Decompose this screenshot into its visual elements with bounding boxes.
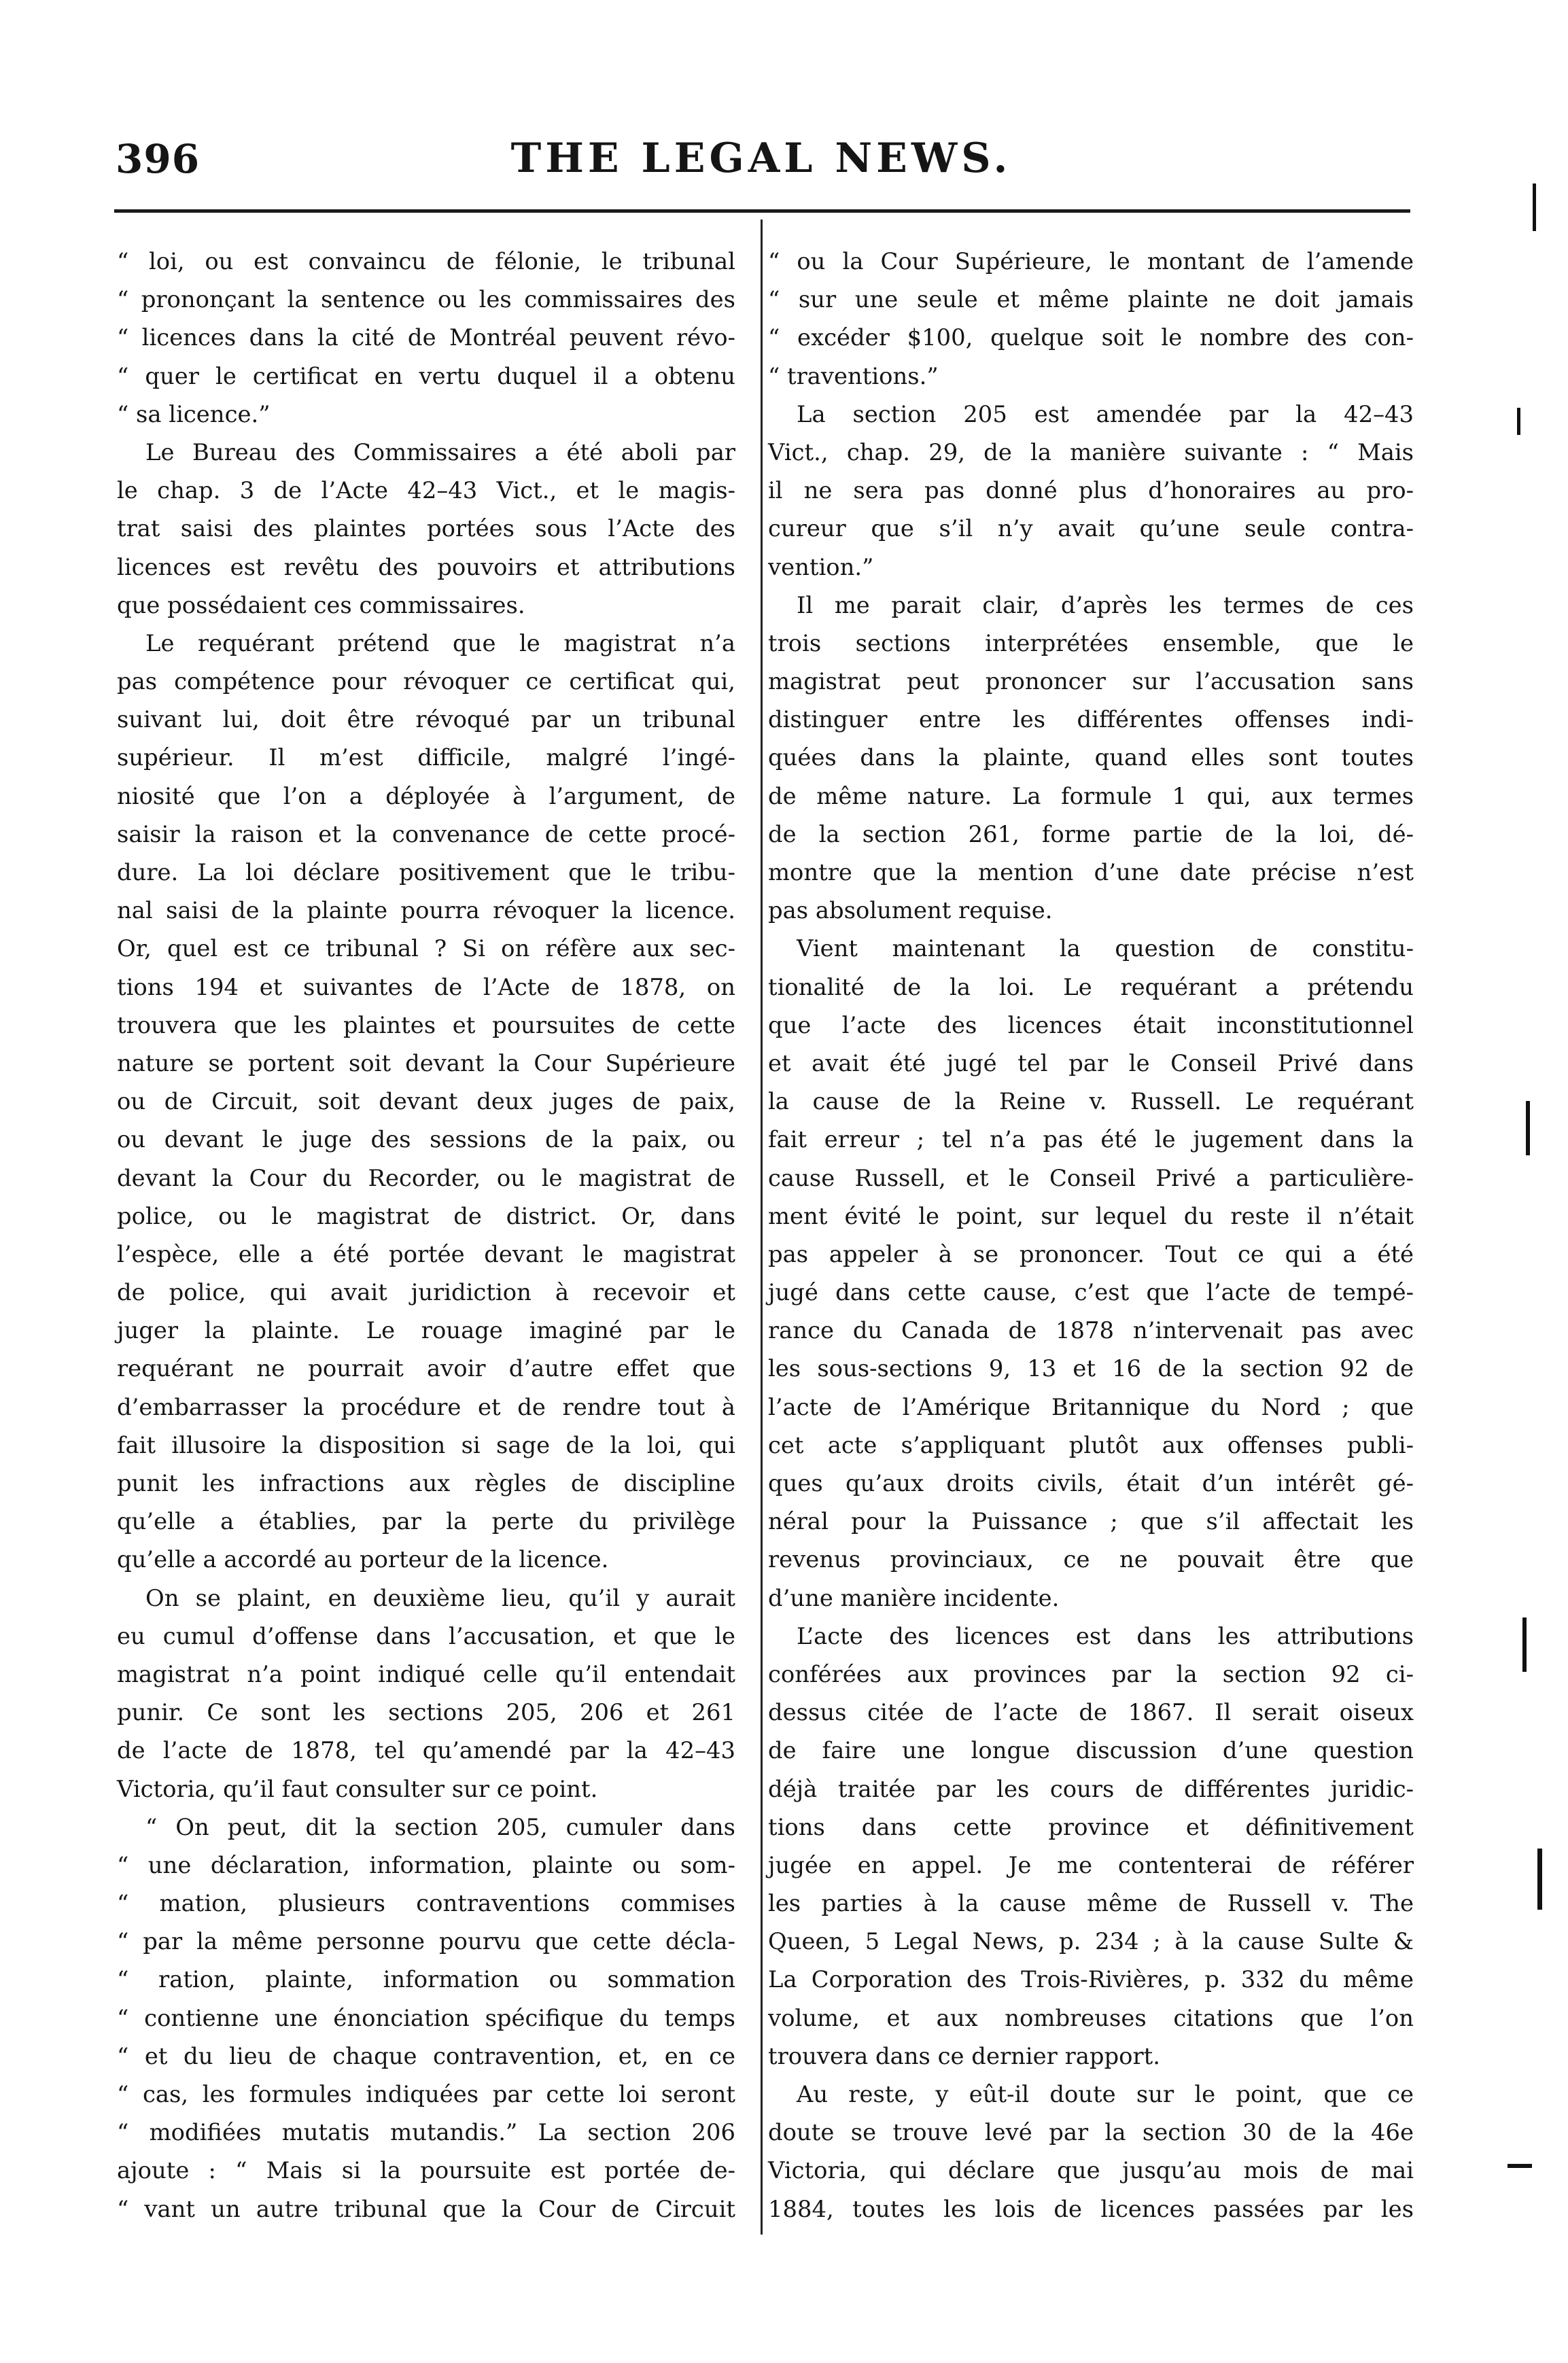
text-line: On se plaint, en deuxième lieu, qu’il y aurait (145, 1584, 735, 1611)
text-line: cet acte s’appliquant plutôt aux offenses publi- (768, 1431, 1414, 1458)
text-line: jugé dans cette cause, c’est que l’acte de tempé- (768, 1279, 1414, 1306)
text-line: qu’elle a établies, par la perte du privilège (117, 1508, 735, 1535)
text-line: tions dans cette province et définitivement (768, 1813, 1414, 1840)
page-header (116, 128, 1407, 203)
text-line: trouvera que les plaintes et poursuites de cette (117, 1011, 735, 1038)
text-line: Le Bureau des Commissaires a été aboli par (145, 438, 735, 466)
text-line: niosité que l’on a déployée à l’argument, de (117, 782, 735, 809)
text-line: saisir la raison et la convenance de cette procé- (117, 820, 735, 847)
text-line: dessus citée de l’acte de 1867. Il serait oiseux (768, 1699, 1414, 1726)
text-line: “ loi, ou est convaincu de félonie, le tribunal (117, 248, 735, 275)
text-line: trois sections interprétées ensemble, que le (768, 629, 1414, 657)
text-line: Le requérant prétend que le magistrat n’a (145, 629, 735, 657)
text-line: “ licences dans la cité de Montréal peuvent révo- (117, 324, 735, 351)
text-line: “ modifiées mutatis mutandis.” La section 206 (117, 2119, 735, 2146)
text-line: distinguer entre les différentes offenses indi- (768, 706, 1414, 733)
text-line: de même nature. La formule 1 qui, aux termes (768, 782, 1414, 809)
text-line: cause Russell, et le Conseil Privé a particulière- (768, 1164, 1414, 1191)
text-line: de police, qui avait juridiction à recevoir et (117, 1279, 735, 1306)
text-line: punir. Ce sont les sections 205, 206 et 261 (117, 1699, 735, 1726)
text-line: qu’elle a accordé au porteur de la licence. (117, 1546, 609, 1573)
text-line: vention.” (768, 553, 874, 580)
text-line: “ On peut, dit la section 205, cumuler dans (145, 1813, 735, 1840)
text-line: “ traventions.” (768, 362, 939, 389)
text-line: trat saisi des plaintes portées sous l’Acte des (117, 515, 735, 542)
text-line: Au reste, y eût-il doute sur le point, que ce (797, 2081, 1414, 2107)
left-column (117, 243, 735, 2228)
text-line: supérieur. Il m’est difficile, malgré l’ingé- (117, 744, 735, 771)
text-line: doute se trouve levé par la section 30 de la 46e (768, 2119, 1414, 2146)
text-line: “ contienne une énonciation spécifique du temps (117, 2004, 735, 2031)
text-line: rance du Canada de 1878 n’intervenait pas avec (768, 1317, 1414, 1344)
text-line: déjà traitée par les cours de différentes juridic- (768, 1775, 1414, 1802)
text-line: “ ou la Cour Supérieure, le montant de l’amende (768, 248, 1414, 275)
text-line: tionalité de la loi. Le requérant a prétendu (768, 973, 1414, 1000)
text-line: magistrat n’a point indiqué celle qu’il entendait (117, 1660, 735, 1687)
text-line: “ excéder $100, quelque soit le nombre des con- (768, 324, 1414, 351)
column-divider (761, 220, 763, 2235)
text-line: “ mation, plusieurs contraventions commises (117, 1890, 735, 1917)
text-line: suivant lui, doit être révoqué par un tribunal (117, 706, 735, 733)
text-line: L’acte des licences est dans les attributions (797, 1622, 1414, 1649)
text-line: fait illusoire la disposition si sage de la loi, qui (117, 1431, 735, 1458)
text-line: “ vant un autre tribunal que la Cour de Circuit (117, 2195, 735, 2222)
text-line: La Corporation des Trois-Rivières, p. 332 du même (768, 1966, 1414, 1993)
text-line: la cause de la Reine v. Russell. Le requérant (768, 1088, 1414, 1115)
text-line: tions 194 et suivantes de l’Acte de 1878, on (117, 973, 735, 1000)
text-line: ques qu’aux droits civils, était d’un intérêt gé- (768, 1470, 1414, 1496)
text-line: punit les infractions aux règles de discipline (117, 1470, 735, 1496)
text-line: montre que la mention d’une date précise n’est (768, 859, 1414, 886)
text-line: jugée en appel. Je me contenterai de référer (768, 1851, 1414, 1878)
text-line: et avait été jugé tel par le Conseil Privé dans (768, 1049, 1414, 1077)
text-line: l’acte de l’Amérique Britannique du Nord ; que (768, 1393, 1414, 1420)
margin-mark (1526, 1101, 1530, 1155)
text-line: trouvera dans ce dernier rapport. (768, 2042, 1160, 2069)
page-number: 396 (116, 136, 201, 182)
text-line: Vient maintenant la question de constitu- (797, 935, 1414, 962)
text-line: les sous-sections 9, 13 et 16 de la section 92 de (768, 1355, 1414, 1382)
margin-mark (1517, 408, 1520, 435)
text-line: Or, quel est ce tribunal ? Si on réfère aux sec- (117, 935, 735, 962)
text-line: pas absolument requise. (768, 897, 1053, 924)
text-line: requérant ne pourrait avoir d’autre effet que (117, 1355, 735, 1382)
header-rule (114, 209, 1410, 213)
text-line: de faire une longue discussion d’une question (768, 1737, 1414, 1764)
text-line: ajoute : “ Mais si la poursuite est portée de- (117, 2157, 735, 2184)
text-line: nature se portent soit devant la Cour Supérieure (117, 1049, 735, 1077)
margin-mark (1537, 1849, 1542, 1910)
text-line: dure. La loi déclare positivement que le tribu- (117, 859, 735, 886)
text-line: ou devant le juge des sessions de la paix, ou (117, 1126, 735, 1153)
text-line: les parties à la cause même de Russell v. The (768, 1890, 1414, 1917)
text-line: licences est revêtu des pouvoirs et attributions (117, 553, 735, 580)
text-line: néral pour la Puissance ; que s’il affectait les (768, 1508, 1414, 1535)
text-line: “ et du lieu de chaque contravention, et, en ce (117, 2042, 735, 2069)
text-line: “ ration, plainte, information ou sommation (117, 1966, 735, 1993)
text-line: volume, et aux nombreuses citations que l’on (768, 2004, 1414, 2031)
text-line: fait erreur ; tel n’a pas été le jugement dans la (768, 1126, 1414, 1153)
text-line: l’espèce, elle a été portée devant le magistrat (117, 1240, 735, 1267)
margin-mark (1522, 1617, 1527, 1672)
text-line: conférées aux provinces par la section 92 ci- (768, 1660, 1414, 1687)
text-line: Vict., chap. 29, de la manière suivante : “ Mais (768, 438, 1414, 466)
text-line: police, ou le magistrat de district. Or, dans (117, 1202, 735, 1229)
text-line: eu cumul d’offense dans l’accusation, et que le (117, 1622, 735, 1649)
text-line: d’une manière incidente. (768, 1584, 1060, 1611)
text-line: d’embarrasser la procédure et de rendre tout à (117, 1393, 735, 1420)
text-line: devant la Cour du Recorder, ou le magistrat de (117, 1164, 735, 1191)
text-line: pas compétence pour révoquer ce certificat qui, (117, 668, 735, 695)
text-line: 1884, toutes les lois de licences passées par les (768, 2195, 1414, 2222)
text-line: le chap. 3 de l’Acte 42–43 Vict., et le magis- (117, 477, 735, 504)
margin-mark (1533, 183, 1536, 231)
text-line: de l’acte de 1878, tel qu’amendé par la 42–43 (117, 1737, 735, 1764)
margin-mark (1508, 2164, 1532, 2168)
text-line: ment évité le point, sur lequel du reste il n’était (768, 1202, 1414, 1229)
text-line: que possédaient ces commissaires. (117, 591, 525, 618)
text-line: nal saisi de la plainte pourra révoquer la licence. (117, 897, 735, 924)
text-line: pas appeler à se prononcer. Tout ce qui a été (768, 1240, 1414, 1267)
text-line: “ sa licence.” (117, 400, 271, 427)
text-line: juger la plainte. Le rouage imaginé par le (117, 1317, 735, 1344)
text-line: “ quer le certificat en vertu duquel il a obtenu (117, 362, 735, 389)
text-line: “ cas, les formules indiquées par cette loi seront (117, 2081, 735, 2107)
right-column (768, 243, 1414, 2228)
text-line: cureur que s’il n’y avait qu’une seule contra- (768, 515, 1414, 542)
text-line: il ne sera pas donné plus d’honoraires au pro- (768, 477, 1414, 504)
text-line: quées dans la plainte, quand elles sont toutes (768, 744, 1414, 771)
text-line: Queen, 5 Legal News, p. 234 ; à la cause Sulte & (768, 1928, 1414, 1955)
text-line: de la section 261, forme partie de la loi, dé- (768, 820, 1414, 847)
journal-title: THE LEGAL NEWS. (510, 135, 1012, 182)
text-line: “ sur une seule et même plainte ne doit jamais (768, 286, 1414, 313)
text-line: “ par la même personne pourvu que cette décla- (117, 1928, 735, 1955)
text-line: revenus provinciaux, ce ne pouvait être que (768, 1546, 1414, 1573)
text-line: ou de Circuit, soit devant deux juges de paix, (117, 1088, 735, 1115)
text-line: “ une déclaration, information, plainte ou som- (117, 1851, 735, 1878)
text-line: Il me parait clair, d’après les termes de ces (797, 591, 1414, 618)
text-line: Victoria, qui déclare que jusqu’au mois de mai (768, 2157, 1414, 2184)
text-line: magistrat peut prononcer sur l’accusation sans (768, 668, 1414, 695)
text-line: que l’acte des licences était inconstitutionnel (768, 1011, 1414, 1038)
text-line: “ prononçant la sentence ou les commissaires des (117, 286, 735, 313)
text-line: Victoria, qu’il faut consulter sur ce point. (117, 1775, 598, 1802)
text-line: La section 205 est amendée par la 42–43 (797, 400, 1414, 427)
